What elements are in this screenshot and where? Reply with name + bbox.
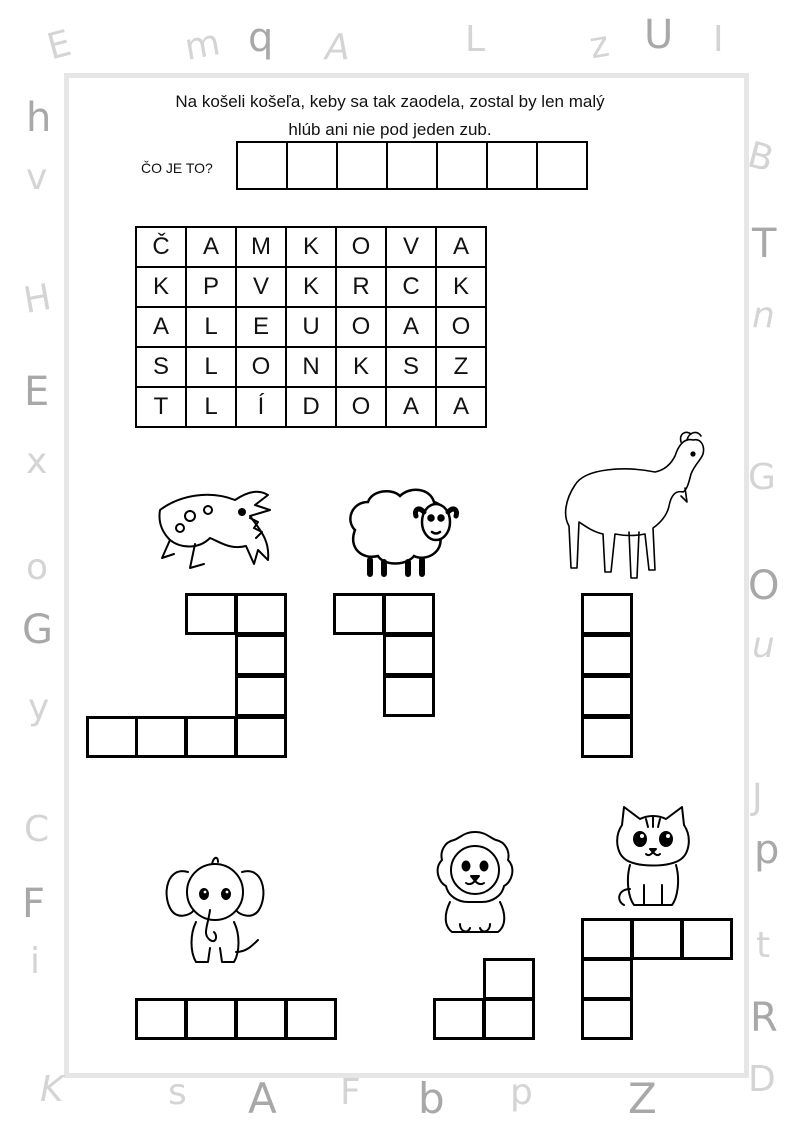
decor-letter: U [644, 12, 674, 58]
grid-cell[interactable]: K [286, 267, 336, 307]
grid-cell[interactable]: O [336, 387, 386, 427]
grid-cell[interactable]: S [136, 347, 186, 387]
answer-cell[interactable] [336, 141, 388, 190]
decor-letter: L [465, 19, 486, 60]
grid-cell[interactable]: L [186, 347, 236, 387]
grid-cell[interactable]: K [286, 227, 336, 267]
decor-letter: m [181, 22, 224, 69]
decor-letter: R [750, 995, 778, 1041]
grid-cell[interactable]: A [436, 387, 486, 427]
decor-letter: A [248, 1074, 277, 1123]
answer-cell[interactable] [581, 716, 633, 758]
grid-cell[interactable]: K [336, 347, 386, 387]
decor-letter: K [40, 1069, 64, 1110]
decor-letter: F [22, 881, 46, 927]
decor-letter: O [748, 563, 780, 609]
decor-letter: C [24, 809, 50, 850]
answer-cell[interactable] [433, 998, 485, 1040]
answer-cell[interactable] [285, 998, 337, 1040]
answer-cell[interactable] [581, 998, 633, 1040]
grid-cell[interactable]: K [136, 267, 186, 307]
decor-letter: F [340, 1072, 361, 1113]
answer-cell[interactable] [631, 918, 683, 960]
decor-letter: y [28, 687, 50, 728]
grid-cell[interactable]: Č [136, 227, 186, 267]
answer-cell[interactable] [333, 593, 385, 635]
grid-row [136, 307, 486, 347]
decor-letter: D [748, 1059, 776, 1100]
decor-letter: G [22, 607, 53, 653]
answer-cell[interactable] [185, 593, 237, 635]
grid-cell[interactable]: M [236, 227, 286, 267]
decor-letter: o [26, 547, 49, 588]
elephant-icon [160, 852, 275, 977]
answer-cell[interactable] [185, 998, 237, 1040]
answer-cell[interactable] [581, 675, 633, 717]
answer-cell[interactable] [536, 141, 588, 190]
grid-row [136, 347, 486, 387]
decor-letter: q [248, 15, 274, 61]
decor-letter: n [752, 295, 775, 336]
crocodile-icon [150, 480, 280, 585]
grid-cell[interactable]: C [386, 267, 436, 307]
grid-cell[interactable]: D [286, 387, 336, 427]
answer-cell[interactable] [581, 634, 633, 676]
grid-cell[interactable]: A [386, 307, 436, 347]
answer-cell[interactable] [135, 716, 187, 758]
answer-cell[interactable] [235, 675, 287, 717]
decor-letter: p [754, 827, 780, 873]
decor-letter: G [748, 457, 776, 498]
grid-cell[interactable]: V [386, 227, 436, 267]
answer-cell[interactable] [581, 958, 633, 1000]
decor-letter: p [510, 1072, 533, 1113]
grid-cell[interactable]: A [136, 307, 186, 347]
answer-cell[interactable] [286, 141, 338, 190]
answer-cell[interactable] [235, 998, 287, 1040]
grid-cell[interactable]: A [436, 227, 486, 267]
decor-letter: H [20, 276, 55, 323]
word-search-grid [135, 226, 487, 428]
decor-letter: A [325, 27, 350, 68]
decor-letter: Z [628, 1074, 657, 1123]
decor-letter: z [586, 23, 613, 68]
answer-cell[interactable] [581, 918, 633, 960]
decor-letter: J [752, 777, 763, 818]
grid-row [136, 267, 486, 307]
decor-letter: v [26, 157, 48, 198]
decor-letter: E [42, 22, 76, 69]
goat-icon [555, 430, 715, 585]
riddle-answer-cells[interactable] [236, 141, 588, 190]
sheep-icon [340, 480, 470, 580]
grid-cell[interactable]: V [236, 267, 286, 307]
answer-cell[interactable] [383, 593, 435, 635]
grid-cell[interactable]: P [186, 267, 236, 307]
answer-cell[interactable] [436, 141, 488, 190]
grid-cell[interactable]: U [286, 307, 336, 347]
decor-letter: s [168, 1072, 187, 1113]
answer-cell[interactable] [681, 918, 733, 960]
riddle-text [130, 88, 650, 144]
riddle-question: ČO JE TO? [141, 160, 213, 176]
grid-row [136, 387, 486, 427]
decor-letter: x [26, 441, 48, 482]
answer-cell[interactable] [236, 141, 288, 190]
decor-letter: b [418, 1074, 445, 1123]
decor-letter: T [752, 221, 777, 267]
answer-cell[interactable] [483, 958, 535, 1000]
grid-cell[interactable]: O [336, 307, 386, 347]
answer-cell[interactable] [86, 716, 138, 758]
grid-cell[interactable]: L [186, 307, 236, 347]
grid-cell[interactable]: T [136, 387, 186, 427]
decor-letter: i [30, 941, 41, 982]
grid-cell[interactable]: R [336, 267, 386, 307]
grid-cell[interactable]: O [336, 227, 386, 267]
lion-icon [430, 828, 520, 938]
grid-cell[interactable]: A [186, 227, 236, 267]
grid-row [136, 227, 486, 267]
riddle-line-2: hlúb ani nie pod jeden zub. [288, 120, 492, 139]
answer-cell[interactable] [235, 634, 287, 676]
grid-cell[interactable]: A [386, 387, 436, 427]
decor-letter: u [752, 625, 775, 666]
decor-letter: h [26, 95, 52, 141]
decor-letter: I [713, 19, 724, 60]
grid-cell[interactable]: S [386, 347, 436, 387]
answer-cell[interactable] [383, 675, 435, 717]
answer-cell[interactable] [486, 141, 538, 190]
grid-cell[interactable]: Í [236, 387, 286, 427]
grid-cell[interactable]: Z [436, 347, 486, 387]
answer-cell[interactable] [483, 998, 535, 1040]
grid-cell[interactable]: O [436, 307, 486, 347]
answer-cell[interactable] [383, 634, 435, 676]
grid-cell[interactable]: O [236, 347, 286, 387]
grid-cell[interactable]: K [436, 267, 486, 307]
answer-cell[interactable] [235, 593, 287, 635]
decor-letter: B [743, 134, 778, 181]
answer-cell[interactable] [135, 998, 187, 1040]
grid-cell[interactable]: E [236, 307, 286, 347]
grid-cell[interactable]: N [286, 347, 336, 387]
cat-icon [610, 805, 695, 915]
answer-cell[interactable] [581, 593, 633, 635]
grid-cell[interactable]: L [186, 387, 236, 427]
decor-letter: t [756, 925, 771, 966]
riddle-line-1: Na košeli košeľa, keby sa tak zaodela, zostal by len malý [175, 92, 605, 111]
answer-cell[interactable] [185, 716, 237, 758]
decor-letter: E [24, 369, 50, 415]
answer-cell[interactable] [386, 141, 438, 190]
answer-cell[interactable] [235, 716, 287, 758]
